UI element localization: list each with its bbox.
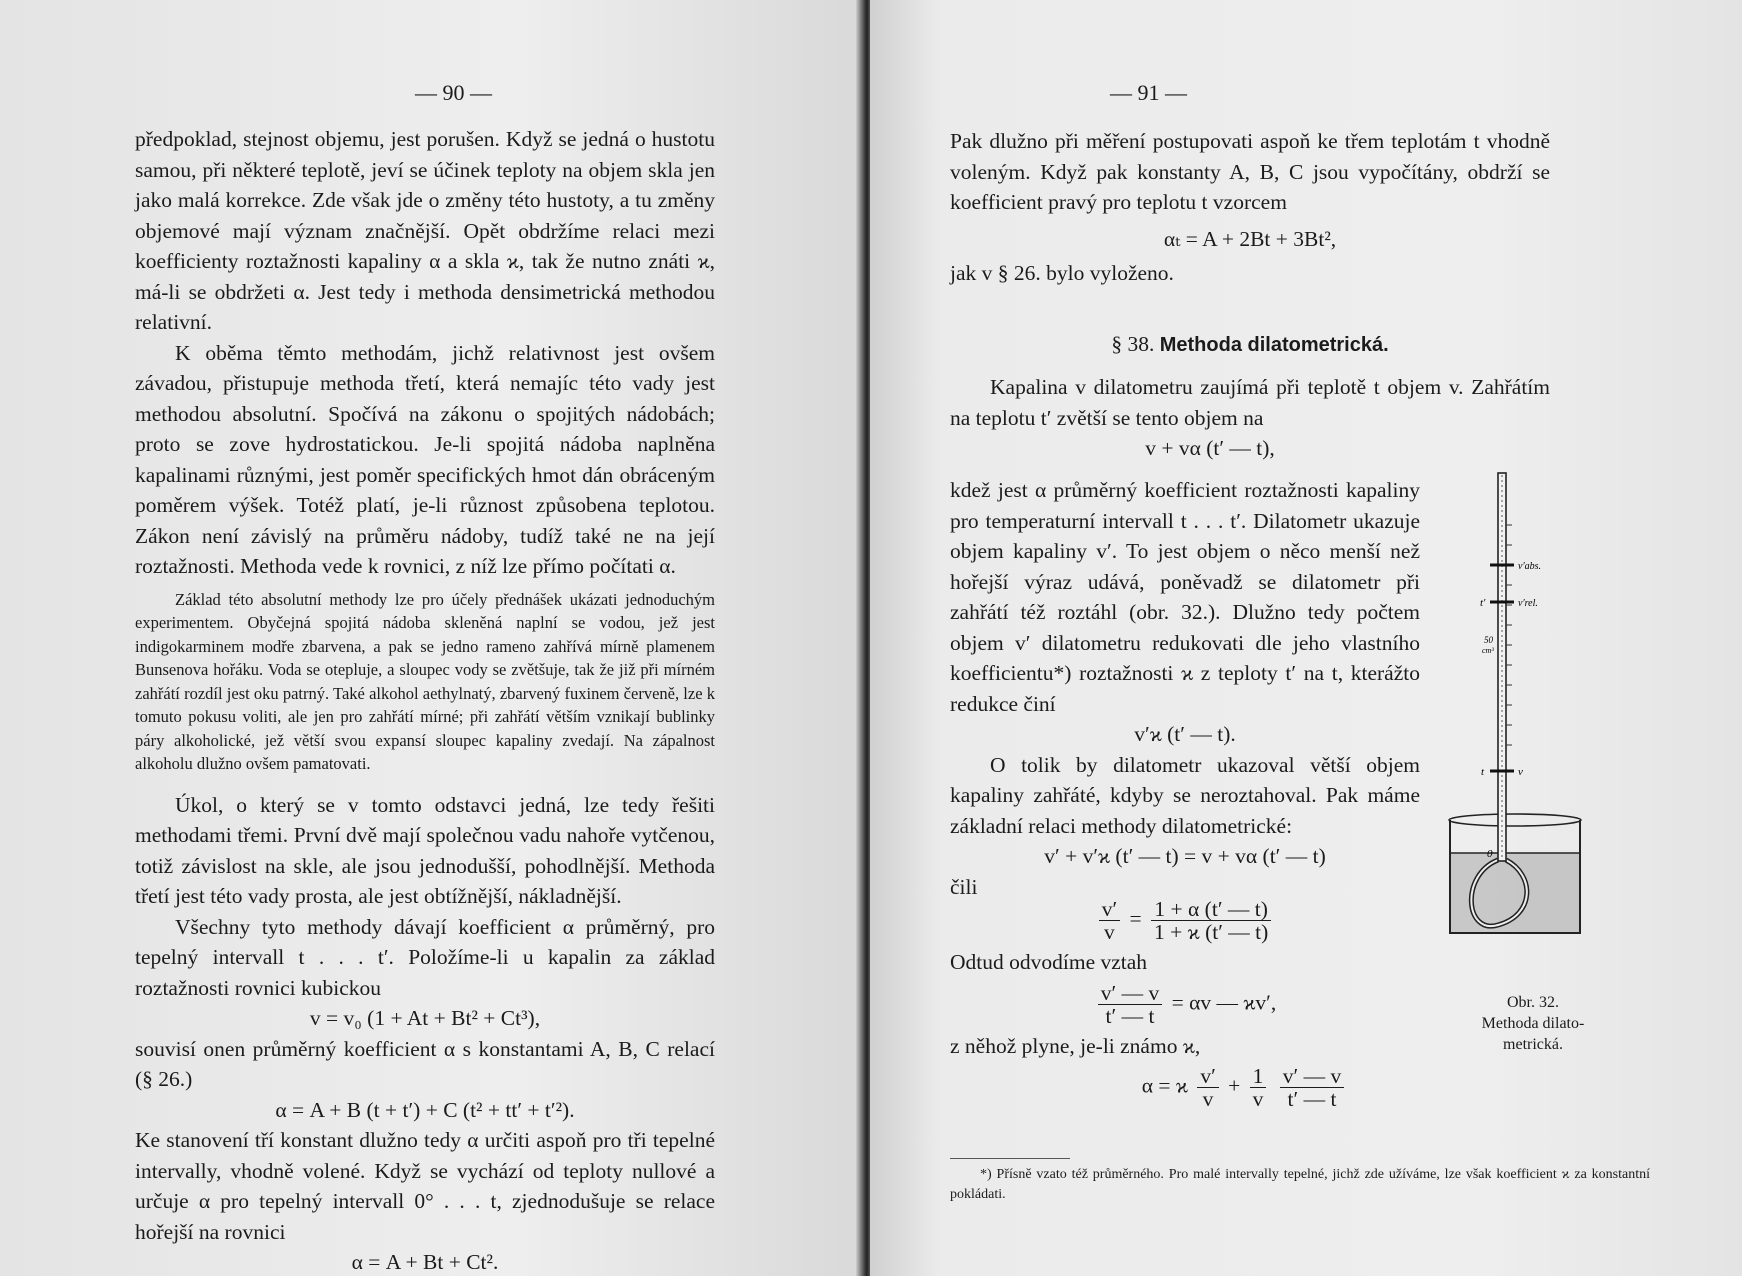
- right-paragraph-5: O tolik by dilatometr ukazoval větší objem kapaliny zahřáté, kdyby se neroztahoval. Pak máme základní relaci methody dilatometrické:: [950, 752, 1420, 838]
- right-equation-4: v′ + v′ϰ (t′ — t) = v + vα (t′ — t): [1044, 844, 1326, 868]
- left-paragraph-4: Všechny tyto methody dávají koefficient α průměrný, pro tepelný intervall t . . . t′. Položíme-li u kapalin za základ roztažnosti rovnici kubickou: [135, 914, 715, 1000]
- right-wrapped-text: [950, 475, 1420, 1110]
- left-paragraph-1: předpoklad, stejnost objemu, jest porušen. Když se jedná o hustotu samou, při některé teplotě, jeví se účinek teploty na objem skla jen jako malá korrekce. Zde však jde o změny této hustoty, a tu změny objemové mají význam značnější. Opět obdržíme relaci mezi koefficienty roztažnosti kapaliny α a skla ϰ, tak že nutno znáti ϰ, má-li se obdržeti α. Jest tedy i methoda densimetrická methodou relativní.: [135, 127, 715, 334]
- label-t-prime: t′: [1480, 597, 1486, 609]
- right-fraction-equation-1: $\frac{v'}{v}$ = $\frac{1 + \alpha (t' — t)}{1 + ϰ (t' — t)}$: [950, 898, 1420, 943]
- page-number-right: — 91 —: [1110, 80, 1187, 105]
- left-paragraph-6: Ke stanovení tří konstant dlužno tedy α určiti aspoň pro tři tepelné intervally, vhodně volené. Když se vychází od teploty nullové a určuje α pro tepelný intervall 0° . . . t, zjednodušuje se relace hořejší na rovnici: [135, 1128, 715, 1244]
- right-page: [870, 0, 1742, 1276]
- page-number-left: — 90 —: [415, 80, 492, 105]
- scale-ticks: [1506, 525, 1512, 745]
- figure-caption: [1418, 992, 1648, 1055]
- section-heading: [950, 329, 1550, 361]
- caption-line-3: metrická.: [1503, 1036, 1563, 1053]
- left-page: [0, 0, 862, 1276]
- label-v: v: [1518, 766, 1523, 778]
- right-paragraph-4: kdež jest α průměrný koefficient roztažnosti kapaliny pro temperaturní intervall t . . . t′. Dilatometr ukazuje objem kapaliny v′. To jest objem o něco menší než hořejší výraz udává, poněvadž se dilatometr při zahřátí též roztáhl (obr. 32.). Dlužno tedy počtem objem v′ dilatometru redukovati dle jeho vlastního koefficientu*) roztažnosti ϰ z teploty t′ na t, kterážto redukce činí: [950, 478, 1420, 716]
- left-equation-2: α = A + B (t + t′) + C (t² + tt′ + t′²).: [275, 1097, 575, 1122]
- right-paragraph-1: Pak dlužno při měření postupovati aspoň ke třem teplotám t vhodně voleným. Když pak konstanty A, B, C jsou vypočítány, obdrží se koefficient pravý pro teplotu t vzorcem: [950, 129, 1550, 214]
- footnote-rule: [950, 1158, 1070, 1159]
- label-v-abs: v′abs.: [1518, 561, 1542, 572]
- left-paragraph-3: Úkol, o který se v tomto odstavci jedná, lze tedy řešiti methodami třemi. První dvě mají společnou vadu nahoře vytčenou, totiž závislost na skle, ale jsou jednodušší, pohodlnější. Methoda třetí jest této vady prosta, ale jest obtížnější, nákladnější.: [135, 792, 715, 908]
- label-t: t: [1481, 766, 1485, 778]
- footnote-block: [950, 1148, 1650, 1205]
- left-paragraph-2: K oběma těmto methodám, jichž relativnost jest ovšem závadou, přistupuje methoda třetí, která nemajíc této vady jest methodou absolutní. Spočívá na zákonu o spojitých nádobách; proto se zove hydrostatickou. Je-li spojitá nádoba naplněna kapalinami různými, jest poměr specifických hmot dán obráceným poměrem výšek. Totéž platí, je-li různost způsobena teplotou. Zákon není závislý na průměru nádoby, tudíž také ne na její roztažnosti. Methoda vede k rovnici, z níž lze přímo počítati α.: [135, 340, 715, 578]
- cili-word: čili: [950, 874, 978, 899]
- left-equation-1: v = v₀ (1 + At + Bt² + Ct³),: [309, 1006, 541, 1030]
- section-title: Methoda dilatometrická.: [1159, 333, 1389, 356]
- right-fraction-equation-2: $\frac{v' — v}{t' — t}$ = αv — ϰv′,: [950, 982, 1420, 1027]
- left-paragraph-5: souvisí onen průměrný koefficient α s konstantami A, B, C relací (§ 26.): [135, 1036, 715, 1091]
- right-paragraph-2: jak v § 26. bylo vyloženo.: [950, 261, 1174, 285]
- right-paragraph-3: Kapalina v dilatometru zaujímá při teplotě t objem v. Zahřátím na teplotu t′ zvětší se tento objem na: [950, 375, 1550, 430]
- label-v-rel: v′rel.: [1518, 598, 1538, 609]
- caption-line-1: Obr. 32.: [1507, 994, 1559, 1011]
- left-small-paragraph: Základ této absolutní methody lze pro účely přednášek ukázati jednoduchým experimentem. Obyčejná spojitá nádoba skleněná naplní se vodou, jež jest indigokarminem modře zbarvena, a pak se jedno rameno zahřívá mírně plamenem Bunsenova hořáku. Voda se otepluje, a sloupec vody se zvětšuje, tak že již při mírném zahřátí rozdíl jest oku patrný. Také alkohol aethylnatý, zbarvený fuxinem červeně, lze k tomuto pokusu voliti, ale jen pro zahřátí mírné; při zahřátí větším vznikají bublinky páry alkoholické, jež větší svou expansí sloupec kapaliny zvedají. Na zápalnost alkoholu dlužno ovšem pamatovati.: [135, 589, 715, 773]
- right-fraction-equation-3: α = ϰ $\frac{v'}{v}$ + $\frac{1}{v}$ $\frac{v' — v}{t' — t}$: [950, 1065, 1420, 1110]
- dilatometer-figure: [1440, 465, 1620, 940]
- label-50: 50: [1484, 635, 1493, 645]
- right-equation-2: v + vα (t′ — t),: [1145, 436, 1275, 460]
- fraction-v-prime-over-v: $\frac{v'}{v}$: [1099, 898, 1120, 943]
- right-paragraph-6: Odtud odvodíme vztah: [950, 950, 1148, 974]
- label-cm3: cm³: [1482, 646, 1494, 655]
- section-number: § 38.: [1111, 331, 1155, 356]
- right-top-text: [950, 126, 1550, 464]
- fraction-dv-over-dt: $\frac{v' — v}{t' — t}$: [1098, 982, 1162, 1027]
- right-equation-3: v′ϰ (t′ — t).: [1134, 722, 1236, 746]
- fraction-one-over-v: $\frac{1}{v}$: [1250, 1065, 1267, 1110]
- beaker-rim: [1449, 814, 1581, 826]
- fraction-vprime-over-v-2: $\frac{v'}{v}$: [1197, 1065, 1218, 1110]
- left-text-column: [135, 124, 715, 1276]
- left-equation-3: α = A + Bt + Ct².: [351, 1250, 499, 1274]
- right-paragraph-7: z něhož plyne, je-li známo ϰ,: [950, 1033, 1201, 1058]
- fraction-alpha-over-kappa: $\frac{1 + \alpha (t' — t)}{1 + ϰ (t' — t)}$: [1151, 898, 1271, 943]
- fraction-dv-over-dt-2: $\frac{v' — v}{t' — t}$: [1280, 1065, 1344, 1110]
- right-equation-1: αₜ = A + 2Bt + 3Bt²,: [1163, 226, 1337, 251]
- caption-line-2: Methoda dilato-: [1481, 1015, 1585, 1032]
- footnote-text: *) Přísně vzato též průměrného. Pro malé intervally tepelné, jichž zde užíváme, lze však koefficient ϰ za konstantní pokládati.: [950, 1167, 1650, 1202]
- label-0: 0: [1487, 848, 1493, 860]
